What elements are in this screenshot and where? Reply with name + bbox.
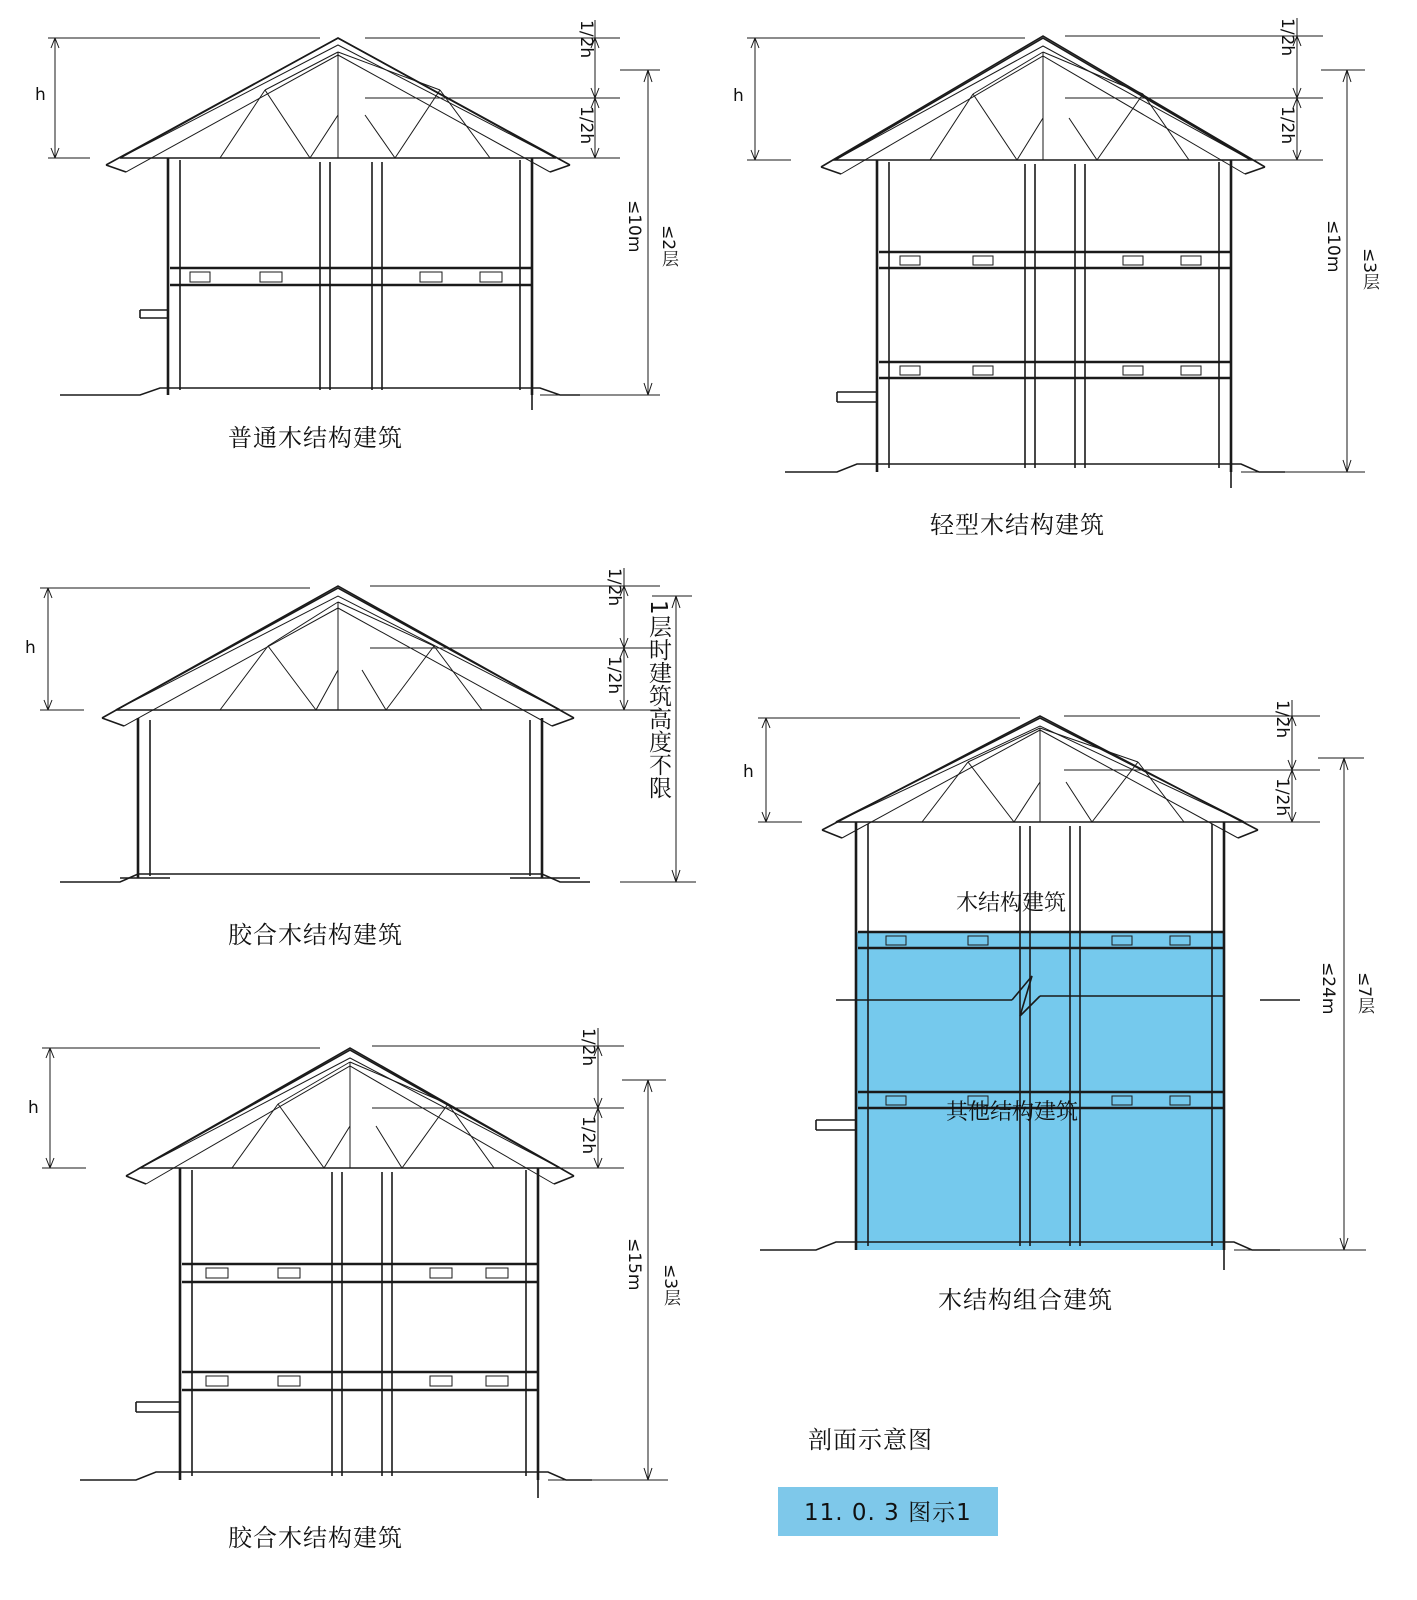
dim-half-h-top: 1/2h — [578, 1028, 598, 1067]
dim-half-h-lower: 1/2h — [1277, 106, 1297, 145]
dim-height-limit: ≤10m — [1323, 220, 1343, 273]
panel-glulam-multi — [20, 1020, 700, 1500]
dim-unlimited-note: 1层时建筑高度不限 — [645, 600, 671, 799]
panel-light-timber — [725, 10, 1395, 490]
dim-height-limit: ≤10m — [624, 200, 644, 253]
light-timber-section — [725, 10, 1395, 490]
panel-ordinary-timber — [20, 10, 680, 410]
dim-half-h-lower: 1/2h — [578, 1116, 598, 1155]
dim-h: h — [743, 762, 754, 782]
hybrid-section — [740, 700, 1400, 1280]
caption-light-timber: 轻型木结构建筑 — [930, 511, 1105, 539]
dim-h: h — [733, 86, 744, 106]
dim-half-h-left: 1/2h — [604, 656, 624, 695]
figure-title: 剖面示意图 — [808, 1426, 933, 1454]
ordinary-timber-section — [20, 10, 680, 410]
caption-glulam-single: 胶合木结构建筑 — [228, 921, 403, 949]
dim-height-limit: ≤15m — [624, 1238, 644, 1291]
dim-storey-limit: ≤3层 — [1359, 248, 1379, 291]
label-other-structure: 其他结构建筑 — [946, 1100, 1079, 1125]
dim-storey-limit: ≤3层 — [660, 1264, 680, 1307]
dim-h: h — [28, 1098, 39, 1118]
dim-h: h — [25, 638, 36, 658]
dim-h: h — [35, 85, 46, 105]
caption-hybrid: 木结构组合建筑 — [938, 1286, 1113, 1314]
dim-storey-limit: ≤2层 — [658, 225, 678, 268]
caption-glulam-multi: 胶合木结构建筑 — [228, 1524, 403, 1552]
dim-half-h-right: 1/2h — [604, 568, 624, 607]
dim-half-h-lower: 1/2h — [576, 106, 596, 145]
figure-tag: 11. 0. 3 图示1 — [778, 1487, 998, 1536]
dim-height-limit: ≤24m — [1318, 962, 1338, 1015]
dim-storey-limit: ≤7层 — [1354, 972, 1374, 1015]
dim-half-h-top: 1/2h — [1272, 700, 1292, 739]
dim-half-h-top: 1/2h — [1277, 18, 1297, 57]
dim-half-h-top: 1/2h — [576, 20, 596, 59]
label-timber-structure: 木结构建筑 — [956, 891, 1067, 916]
panel-glulam-single — [20, 560, 700, 910]
dim-half-h-lower: 1/2h — [1272, 778, 1292, 817]
caption-ordinary-timber: 普通木结构建筑 — [228, 424, 403, 452]
glulam-multi-section — [20, 1020, 700, 1500]
glulam-single-section — [20, 560, 700, 910]
panel-hybrid — [740, 700, 1400, 1280]
